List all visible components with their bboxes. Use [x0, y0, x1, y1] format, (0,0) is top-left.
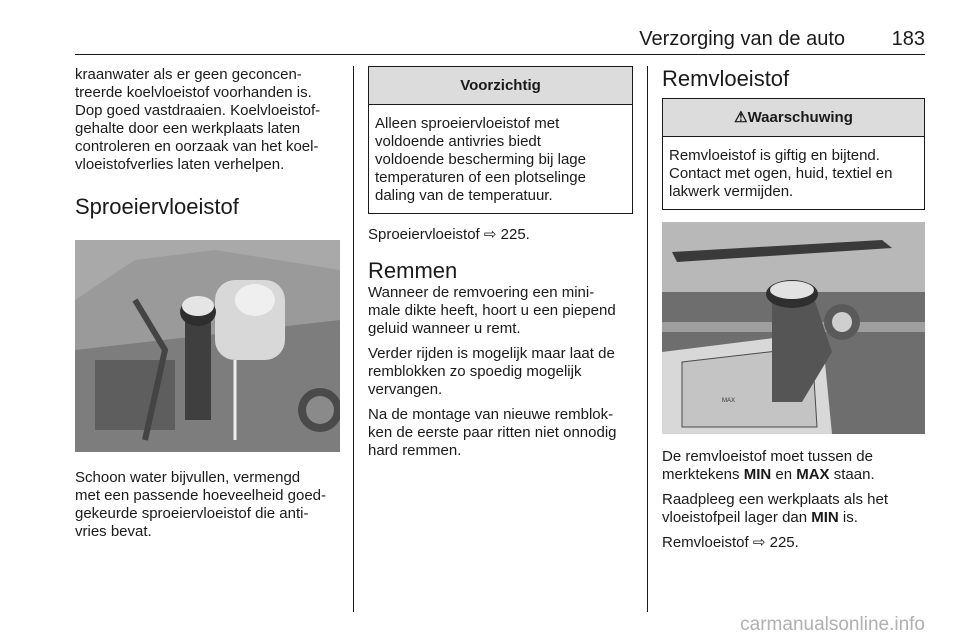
section-title: Verzorging van de auto — [639, 28, 845, 50]
brake-fluid-reservoir-photo — [662, 222, 925, 434]
column-divider-1 — [353, 66, 354, 612]
column-1 — [75, 66, 340, 548]
max-marker-label: MAX — [796, 466, 830, 483]
brakes-paragraph-1: Wanneer de remvoering een mini- male dikte heeft, hoort u een piepend geluid wanneer u remt. — [368, 284, 616, 337]
brakes-paragraph-3: Na de montage van nieuwe remblok- ken de eerste paar ritten niet onnodig hard remmen. — [368, 406, 617, 459]
warning-icon: ⚠ — [734, 109, 748, 126]
column-divider-2 — [647, 66, 648, 612]
washer-fluid-reference[interactable]: Sproeiervloeistof ⇨ 225. — [368, 226, 530, 243]
caution-title: Voorzichtig — [369, 67, 632, 105]
page-number: 183 — [891, 28, 925, 50]
warning-body: Remvloeistof is giftig en bijtend. Contact met ogen, huid, textiel en lakwerk vermijden. — [669, 147, 893, 200]
heading-remvloeistof: Remvloeistof — [662, 66, 790, 91]
brake-fluid-level-paragraph: De remvloeistof moet tussen de merktekens MIN en MAX staan. — [662, 448, 875, 483]
max-marking: MAX — [722, 398, 736, 404]
washer-fluid-photo — [75, 240, 340, 452]
coolant-paragraph: kraanwater als er geen geconcen- treerde koelvloeistof voorhanden is. Dop goed vastdraaien. Koelvloeistof- gehalte door een werkplaats laten controleren en oorzaak van het koel- vloeistofverlies laten verhelpen. — [75, 66, 321, 173]
min-marker-label: MIN — [811, 509, 839, 526]
heading-remmen: Remmen — [368, 258, 458, 283]
column-3 — [662, 66, 925, 559]
page-header — [75, 28, 925, 52]
warning-box — [662, 98, 925, 210]
warning-title: ⚠Waarschuwing — [663, 99, 924, 137]
column-2 — [368, 66, 633, 467]
watermark: carmanualsonline.info — [740, 614, 925, 635]
header-rule — [75, 54, 925, 55]
brake-fluid-workshop-paragraph: Raadpleeg een werkplaats als het vloeistofpeil lager dan MIN is. — [662, 491, 888, 526]
page-ref-arrow-icon: ⇨ — [752, 534, 766, 551]
page-ref-arrow-icon: ⇨ — [483, 226, 497, 243]
brakes-paragraph-2: Verder rijden is mogelijk maar laat de remblokken zo spoedig mogelijk vervangen. — [368, 345, 615, 398]
caution-box — [368, 66, 633, 214]
caution-body: Alleen sproeiervloeistof met voldoende antivries biedt voldoende bescherming bij lage temperaturen of een plotselinge daling van de temperatuur. — [375, 115, 586, 204]
washer-fluid-paragraph: Schoon water bijvullen, vermengd met een passende hoeveelheid goed- gekeurde sproeiervloeistof die anti- vries bevat. — [75, 469, 327, 540]
heading-sproeiervloeistof: Sproeiervloeistof — [75, 194, 239, 219]
min-marker-label: MIN — [743, 466, 772, 483]
brake-fluid-reference[interactable]: Remvloeistof ⇨ 225. — [662, 534, 799, 551]
